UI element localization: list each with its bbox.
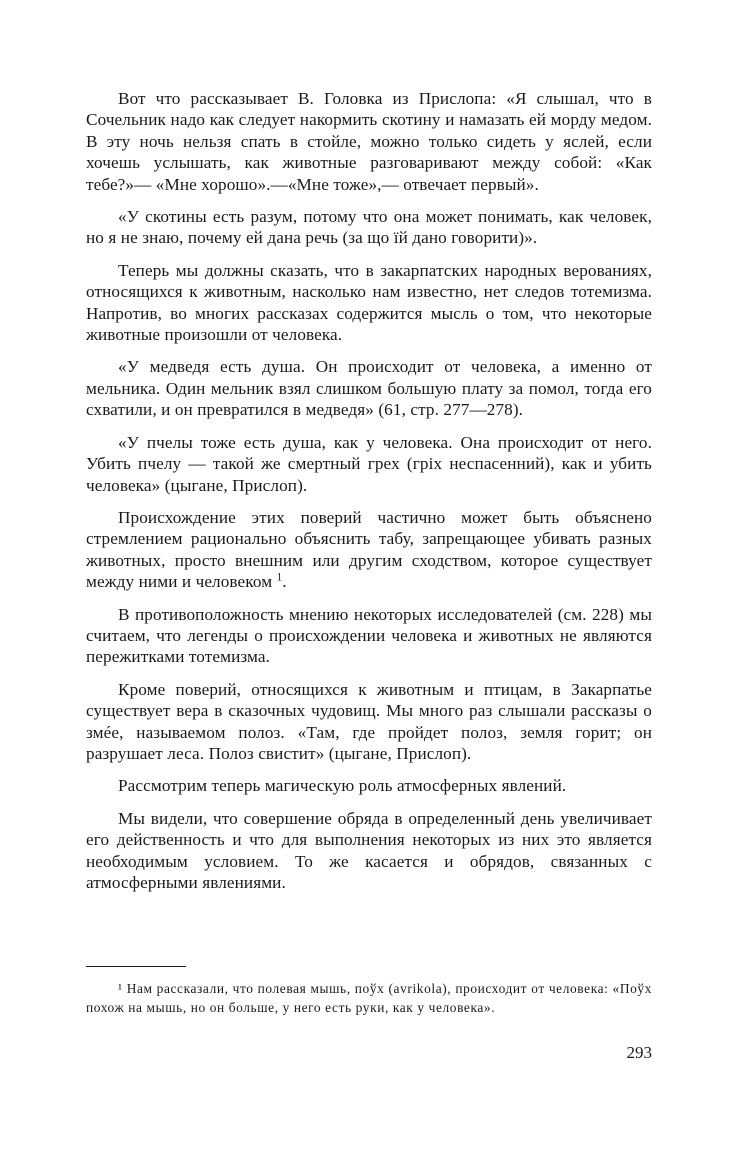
paragraph: Рассмотрим теперь магическую роль атмосферных явлений. — [118, 776, 567, 796]
footnote: ¹ Нам рассказали, что полевая мышь, поўх (avrikola), происходит от человека: «Поўх похож на мышь, но он больше, у него есть руки, как у человека». — [86, 981, 652, 1015]
paragraph: «У скотины есть разум, потому что она может понимать, как человек, но я не знаю, почему ей дана речь (за що їй дано говорити)». — [86, 207, 652, 248]
footnote-marker: 1 — [276, 571, 283, 584]
page-number: 293 — [626, 1043, 652, 1062]
paragraph: В противоположность мнению некоторых исследователей (см. 228) мы считаем, что легенды о происхождении человека и животных не являются пережитками тотемизма. — [86, 604, 652, 667]
paragraph: «У медведя есть душа. Он происходит от человека, а именно от мельника. Один мельник взял слишком большую плату за помол, тогда его схватили, и он превратился в медведя» (61, стр. 277—278). — [86, 357, 652, 420]
footnote-divider — [86, 966, 186, 967]
body-text — [86, 88, 652, 893]
paragraph: «У пчелы тоже есть душа, как у человека. Она происходит от него. Убить пчелу — такой же смертный грех (гріх неспасенний), как и убить человека» (цыгане, Прислоп). — [86, 432, 652, 495]
paragraph: Происхождение этих поверий частично может быть объяснено стремлением рационально объяснить табу, запрещающее убивать разных животных, просто внешним или другим сходством, которое существует между ними и человеком $^1$. — [86, 507, 652, 592]
paragraph: Кроме поверий, относящихся к животным и птицам, в Закарпатье существует вера в сказочных чудовищ. Мы много раз слышали рассказы о змée, называемом полоз. «Там, где пройдет полоз, земля горит; он разрушает леса. Полоз свистит» (цыгане, Прислоп). — [86, 679, 652, 763]
paragraph-text: Происхождение этих поверий частично может быть объяснено стремлением рационально объяснить табу, запрещающее убивать разных животных, просто внешним или другим сходством, которое существует между ними и человеком — [86, 507, 652, 592]
paragraph: Вот что рассказывает В. Головка из Прислопа: «Я слышал, что в Сочельник надо как следует накормить скотину и намазать ей морду медом. В эту ночь нельзя спать в стойле, можно только сидеть у яслей, если хочешь услышать, как животные разговаривают между собой: «Как тебе?»— «Мне хорошо».—«Мне тоже»,— отвечает первый». — [86, 89, 652, 194]
paragraph: Теперь мы должны сказать, что в закарпатских народных верованиях, относящихся к животным, насколько нам известно, нет следов тотемизма. Напротив, во многих рассказах содержится мысль о том, что некоторые животные произошли от человека. — [86, 260, 652, 345]
paragraph: Мы видели, что совершение обряда в определенный день увеличивает его действенность и что для выполнения некоторых из них это является необходимым условием. То же касается и обрядов, связанных с атмосферными явлениями. — [86, 808, 652, 892]
